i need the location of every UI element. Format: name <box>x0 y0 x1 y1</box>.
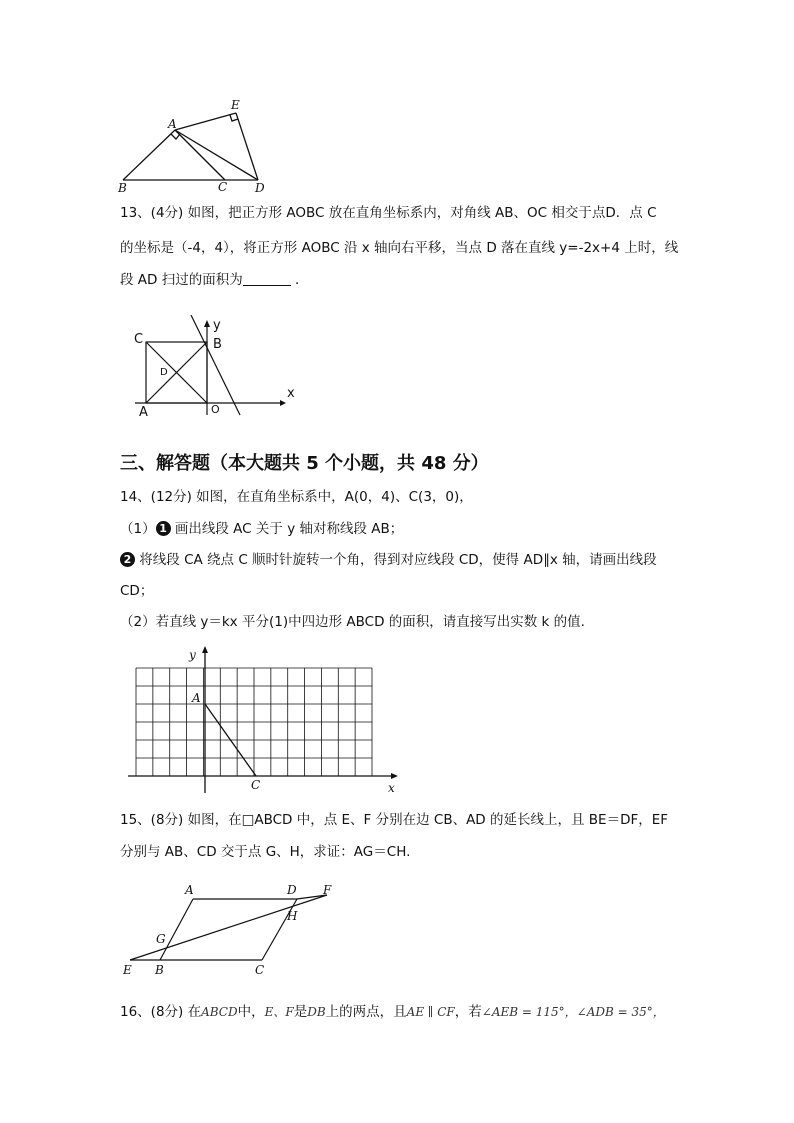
figure-15 <box>115 880 355 980</box>
label-y: y <box>213 318 221 333</box>
section-3-heading: 三、解答题（本大题共 5 个小题，共 48 分） <box>120 453 489 474</box>
q16-t4: 上的两点，且 <box>325 1004 407 1020</box>
q14-part1-prefix: （1） <box>120 521 156 537</box>
q16-m4: AE ∥ CF <box>406 1005 455 1019</box>
circled-number-2: 2 <box>120 552 135 567</box>
q13-line3 <box>120 270 680 290</box>
q15-line2: 分别与 AB、CD 交于点 G、H，求证：AG＝CH. <box>120 844 411 860</box>
q16-m2: E、F <box>264 1005 294 1019</box>
q14-part1-2 <box>120 550 680 570</box>
circled-number-1: 1 <box>156 521 171 536</box>
label-F: F <box>323 883 332 897</box>
label-x: x <box>287 386 295 401</box>
label-D: D <box>287 883 297 897</box>
q14-part1-2-text: 将线段 CA 绕点 C 顺时针旋转一个角，得到对应线段 CD，使得 AD∥x 轴，请画出线段 <box>139 552 657 568</box>
q14-part1-text: 画出线段 AC 关于 y 轴对称线段 AB； <box>174 521 404 537</box>
label-O: O <box>211 403 220 416</box>
q16-line1 <box>120 1002 680 1022</box>
label-B: B <box>118 181 127 195</box>
label-C: C <box>251 778 261 792</box>
figure-14 <box>125 645 405 795</box>
label-D: D <box>160 367 168 378</box>
label-E: E <box>123 963 132 977</box>
label-A: A <box>185 883 194 897</box>
answer-blank <box>243 271 291 286</box>
label-C: C <box>255 963 265 977</box>
label-x: x <box>388 781 395 795</box>
q13-line2: 的坐标是（-4，4），将正方形 AOBC 沿 x 轴向右平移，当点 D 落在直线 y=-2x+4 上时，线 <box>120 240 679 256</box>
label-H: H <box>287 909 298 923</box>
q16-t3: 是 <box>293 1004 308 1020</box>
label-A: A <box>139 405 148 420</box>
label-y: y <box>189 648 196 662</box>
label-C: C <box>218 180 228 194</box>
q15-line1: 15、(8分) 如图，在□ABCD 中，点 E、F 分别在边 CB、AD 的延长线上，且 BE＝DF，EF <box>120 812 669 828</box>
label-A: A <box>168 117 177 131</box>
q16-m1: ABCD <box>201 1005 238 1019</box>
figure-12 <box>110 95 280 195</box>
q16-m5: ∠AEB = 115°，∠ADB = 35°， <box>481 1005 665 1019</box>
label-E: E <box>231 98 240 112</box>
q14-part1 <box>120 519 680 539</box>
figure-13 <box>125 315 310 420</box>
q13-line3-end: ． <box>295 272 309 288</box>
label-A: A <box>192 691 201 705</box>
q14-part2: （2）若直线 y＝kx 平分(1)中四边形 ABCD 的面积，请直接写出实数 k 的值. <box>120 614 585 630</box>
q13-line3-text: 段 AD 扫过的面积为 <box>120 272 243 288</box>
q16-m3: DB <box>307 1005 326 1019</box>
label-C: C <box>134 332 144 347</box>
label-B: B <box>155 963 164 977</box>
q16-t1: 16、(8分) 在 <box>120 1004 202 1020</box>
q16-t5: ，若 <box>454 1004 482 1020</box>
label-G: G <box>156 932 166 946</box>
q14-part1-2-cont: CD； <box>120 583 154 599</box>
label-D: D <box>255 181 265 195</box>
q16-t2: 中， <box>237 1004 265 1020</box>
label-B: B <box>213 337 222 352</box>
q13-line1: 13、(4分) 如图，把正方形 AOBC 放在直角坐标系内，对角线 AB、OC 相交于点D．点 C <box>120 205 657 221</box>
q14-line1: 14、(12分) 如图，在直角坐标系中，A(0，4)、C(3，0)， <box>120 489 473 505</box>
